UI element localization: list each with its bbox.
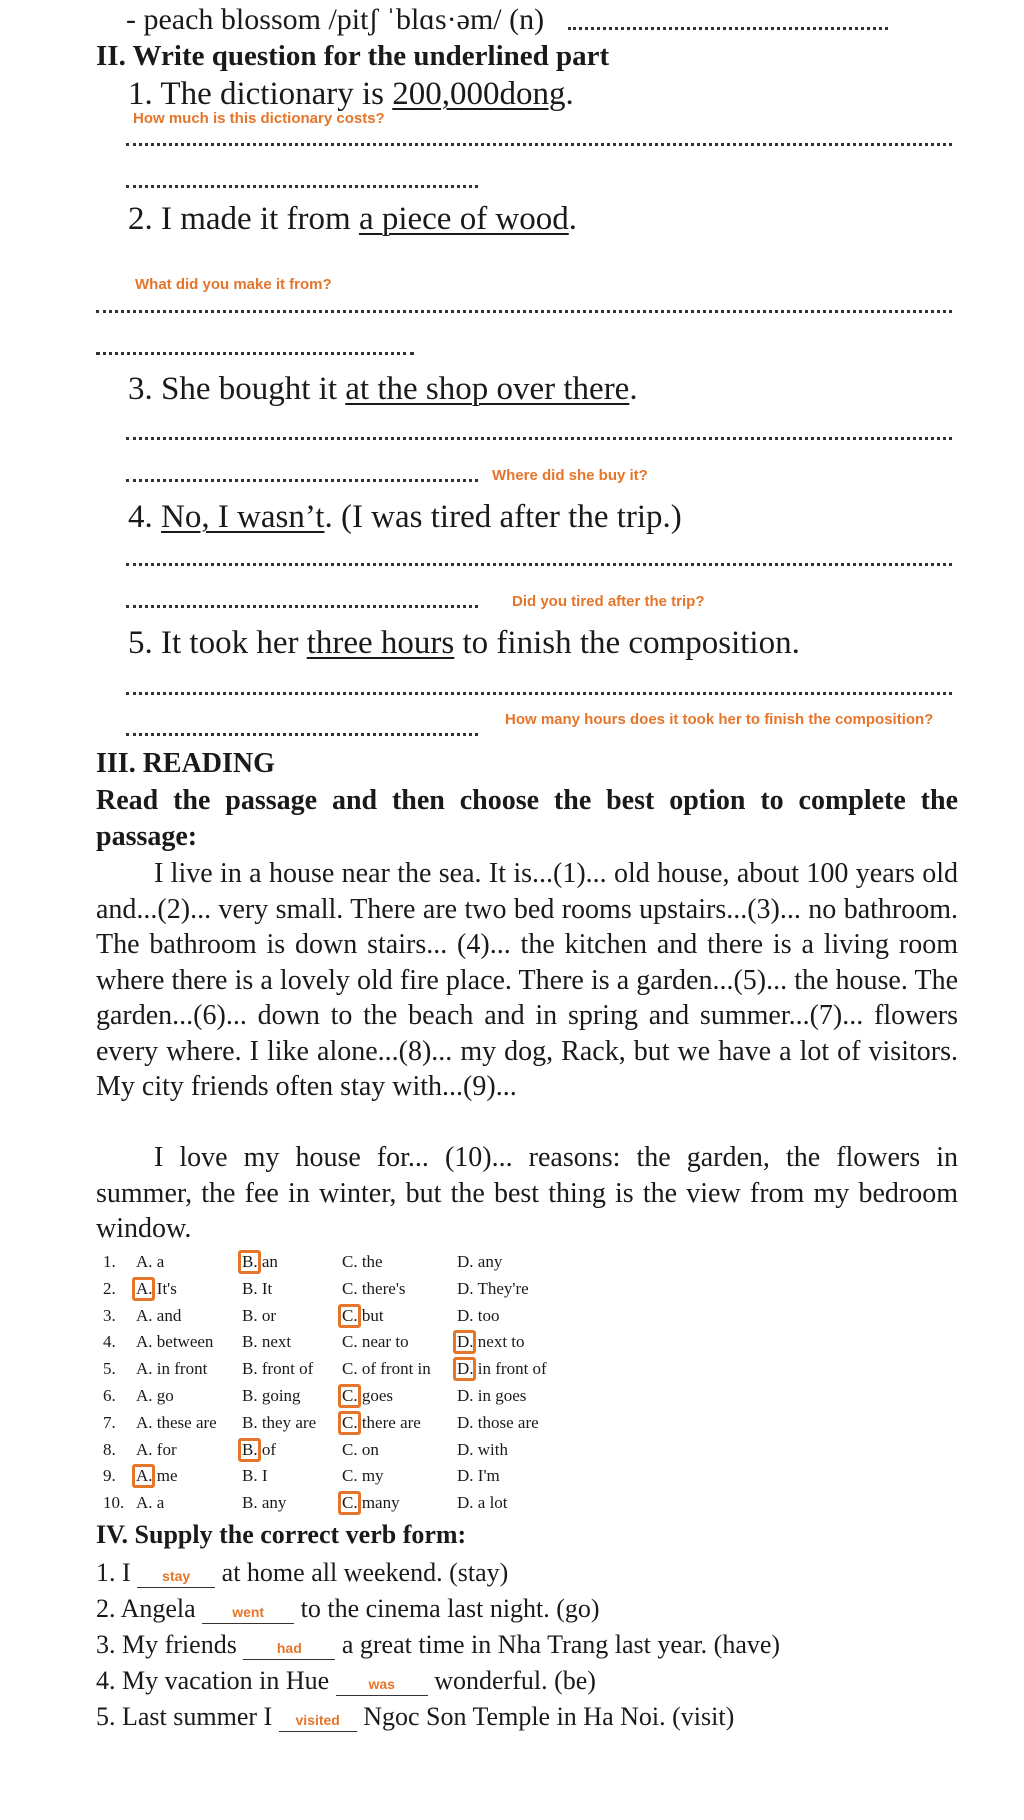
option-b[interactable]: B. an — [242, 1252, 278, 1271]
selected-answer-box — [338, 1491, 361, 1515]
question-3-sentence: 3. She bought it at the shop over there. — [128, 371, 638, 407]
option-number: 2. — [103, 1278, 116, 1298]
selected-answer-box — [453, 1357, 476, 1381]
answer-2: What did you make it from? — [135, 276, 332, 293]
verb-answer-blank[interactable] — [336, 1670, 428, 1696]
option-a[interactable]: A. in front — [136, 1359, 208, 1379]
verb-item — [96, 1702, 734, 1732]
option-number: 3. — [103, 1305, 116, 1325]
answer-3: Where did she buy it? — [492, 467, 648, 484]
selected-answer-box — [238, 1438, 261, 1462]
verb-answer-blank[interactable] — [279, 1706, 357, 1732]
option-b[interactable]: B. It — [242, 1278, 273, 1298]
option-number: 7. — [103, 1412, 116, 1432]
selected-answer-box — [132, 1277, 155, 1301]
option-d[interactable]: D. a lot — [457, 1493, 508, 1513]
answer-1: How much is this dictionary costs? — [133, 110, 385, 127]
option-c[interactable]: C. but — [342, 1305, 384, 1325]
option-c[interactable]: C. many — [342, 1493, 400, 1513]
verb-item-text: to the cinema last night. (go) — [294, 1594, 600, 1623]
option-d[interactable]: D. in goes — [457, 1386, 527, 1405]
verb-item-text: a great time in Nha Trang last year. (have) — [335, 1630, 781, 1659]
selected-answer-box — [338, 1304, 361, 1328]
answer-line — [96, 352, 414, 355]
option-number: 10. — [103, 1493, 125, 1513]
option-d[interactable]: D. those are — [457, 1412, 539, 1432]
question-4-sentence: 4. No, I wasn’t. (I was tired after the trip.) — [128, 499, 682, 535]
option-d[interactable]: D. They're — [457, 1278, 529, 1298]
option-number: 5. — [103, 1359, 116, 1379]
option-c[interactable]: C. near to — [342, 1332, 409, 1352]
option-a[interactable]: A. these are — [136, 1412, 217, 1432]
answer-line — [126, 143, 952, 146]
option-d[interactable]: D. with — [457, 1439, 508, 1459]
answer-4: Did you tired after the trip? — [512, 593, 705, 610]
option-b[interactable]: B. I — [242, 1466, 268, 1486]
option-b[interactable]: B. next — [242, 1332, 292, 1352]
underlined-part: three hours — [306, 625, 455, 661]
verb-item-text: 4. My vacation in Hue — [96, 1666, 336, 1695]
verb-item-text: 5. Last summer I — [96, 1702, 279, 1731]
option-number: 8. — [103, 1439, 116, 1459]
verb-item-text: wonderful. (be) — [427, 1666, 596, 1695]
option-number: 6. — [103, 1386, 116, 1405]
selected-answer-box — [453, 1330, 476, 1354]
verb-item — [96, 1666, 596, 1696]
verb-item — [96, 1630, 780, 1660]
answer-line — [96, 310, 952, 313]
section-2-heading: II. Write question for the underlined part — [96, 40, 610, 72]
verb-answer: stay — [162, 1568, 191, 1584]
verb-answer: went — [232, 1604, 265, 1620]
section-4-heading: IV. Supply the correct verb form: — [96, 1520, 467, 1549]
answer-line — [126, 605, 478, 608]
answer-line — [126, 733, 478, 736]
selected-answer-box — [338, 1384, 361, 1408]
answer-line — [126, 692, 952, 695]
verb-answer: was — [368, 1676, 395, 1692]
selected-answer-box — [132, 1464, 155, 1488]
question-1-sentence: 1. The dictionary is 200,000dong. — [128, 76, 574, 112]
option-d[interactable]: D. in front of — [457, 1359, 547, 1379]
answer-blank-dots — [568, 27, 888, 30]
selected-answer-box — [238, 1250, 261, 1274]
verb-item — [96, 1594, 600, 1624]
option-a[interactable]: A. go — [136, 1386, 174, 1405]
option-c[interactable]: C. there are — [342, 1412, 421, 1432]
option-c[interactable]: C. the — [342, 1252, 383, 1271]
option-a[interactable]: A. between — [136, 1332, 214, 1352]
verb-answer-blank[interactable] — [243, 1634, 335, 1660]
verb-item-text: at home all weekend. (stay) — [215, 1558, 509, 1587]
verb-answer: visited — [295, 1712, 340, 1728]
option-a[interactable]: A. me — [136, 1466, 178, 1486]
verb-answer-blank[interactable] — [137, 1562, 215, 1588]
option-b[interactable]: B. they are — [242, 1412, 317, 1432]
answer-line — [126, 185, 478, 188]
option-c[interactable]: C. there's — [342, 1278, 406, 1298]
verb-item-text: 1. I — [96, 1558, 138, 1587]
verb-item-text: 2. Angela — [96, 1594, 203, 1623]
answer-5: How many hours does it took her to finish the composition? — [505, 711, 934, 728]
reading-passage-paragraph-1: I live in a house near the sea. It is...(1)... old house, about 100 years old and...(2)... very small. There are two bed rooms upstairs...(3)... no bathroom. The bathroom is down stairs... (4)... the kitchen and there is a living room where there is a lovely old fire place. There is a garden...(5)... the house. The garden...(6)... down to the beach and in spring and summer...(7)... flowers every where. I like alone...(8)... my dog, Rack, but we have a lot of visitors. My city friends often stay with...(9)... — [96, 858, 958, 1102]
option-d[interactable]: D. I'm — [457, 1466, 500, 1486]
answer-line — [126, 479, 478, 482]
option-a[interactable]: A. and — [136, 1305, 182, 1325]
question-5-sentence: 5. It took her three hours to finish the composition. — [128, 625, 800, 661]
option-a[interactable]: A. It's — [136, 1278, 177, 1298]
underlined-part: 200,000dong — [392, 76, 566, 112]
selected-answer-box — [338, 1411, 361, 1435]
option-c[interactable]: C. goes — [342, 1386, 393, 1405]
answer-line — [126, 563, 952, 566]
option-d[interactable]: D. any — [457, 1252, 503, 1271]
question-2-sentence: 2. I made it from a piece of wood. — [128, 201, 578, 237]
option-b[interactable]: B. any — [242, 1493, 287, 1513]
option-b[interactable]: B. going — [242, 1386, 301, 1405]
option-number: 1. — [103, 1252, 116, 1271]
option-c[interactable]: C. my — [342, 1466, 384, 1486]
option-b[interactable]: B. or — [242, 1305, 276, 1325]
option-number: 4. — [103, 1332, 116, 1352]
option-a[interactable]: A. a — [136, 1493, 165, 1513]
option-d[interactable]: D. too — [457, 1305, 500, 1325]
answer-line — [126, 437, 952, 440]
verb-answer: had — [276, 1640, 302, 1656]
option-a[interactable]: A. for — [136, 1439, 177, 1459]
option-c[interactable]: C. of front in — [342, 1359, 431, 1379]
underlined-part: at the shop over there — [345, 371, 630, 407]
reading-passage-paragraph-2: I love my house for... (10)... reasons: the garden, the flowers in summer, the fee in winter, but the best thing is the view from my bedroom window. — [96, 1142, 958, 1244]
section-3-heading: III. READING — [96, 748, 275, 779]
option-a[interactable]: A. a — [136, 1252, 165, 1271]
option-d[interactable]: D. next to — [457, 1332, 525, 1352]
reading-instruction: Read the passage and then choose the best option to complete the passage: — [96, 785, 958, 852]
verb-item-text: Ngoc Son Temple in Ha Noi. (visit) — [356, 1702, 735, 1731]
option-c[interactable]: C. on — [342, 1439, 379, 1459]
verb-answer-blank[interactable] — [202, 1598, 294, 1624]
vocab-text: - peach blossom /pitʃ ˈblɑs·əm/ (n) — [126, 3, 545, 36]
option-b[interactable]: B. front of — [242, 1359, 314, 1379]
option-b[interactable]: B. of — [242, 1439, 276, 1459]
verb-item-text: 3. My friends — [96, 1630, 244, 1659]
option-number: 9. — [103, 1466, 116, 1486]
underlined-part: No, I wasn’t — [161, 499, 325, 535]
underlined-part: a piece of wood — [358, 201, 569, 237]
top-vocab-line — [126, 2, 544, 38]
verb-item — [96, 1558, 508, 1588]
